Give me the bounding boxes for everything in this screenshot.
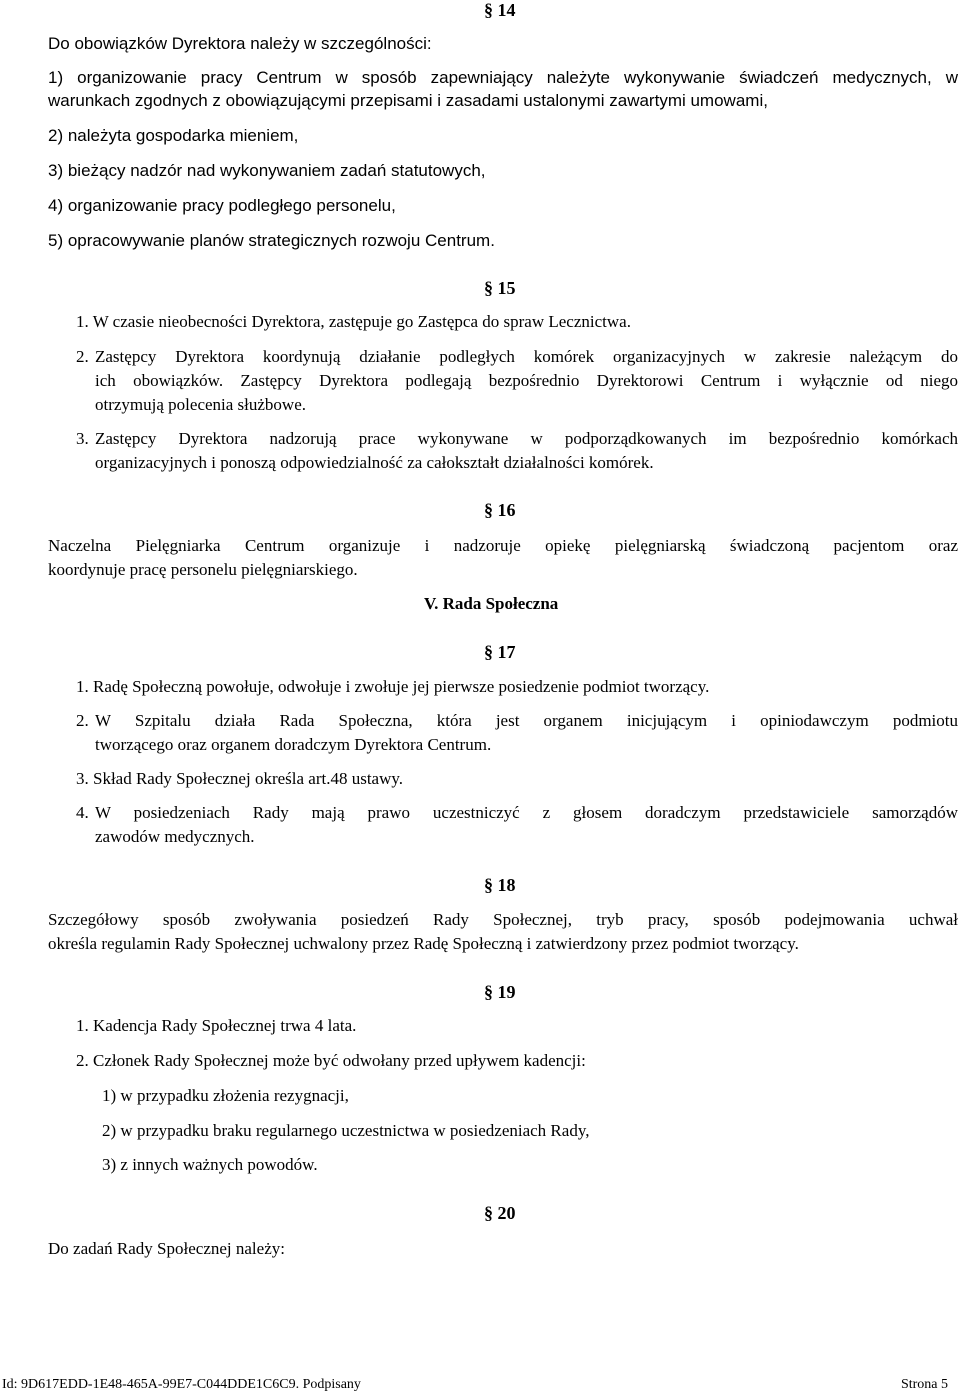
section-15-paragraph-2-end: otrzymują polecenia służbowe.: [95, 395, 307, 414]
section-15-paragraph-2-cont: ich obowiązków. Zastępcy Dyrektora podlegają bezpośrednio Dyrektorowi Centrum i wyłącznie od niego: [95, 371, 958, 390]
section-18-text-end: określa regulamin Rady Społecznej uchwalony przez Radę Społeczną i zatwierdzony przez podmiot tworzący.: [48, 934, 799, 953]
section-14-item-2: 2) należyta gospodarka mieniem,: [48, 126, 299, 145]
section-14-item-1-cont: warunkach zgodnych z obowiązującymi przepisami i zasadami ustalonymi zawartymi umowami,: [48, 91, 768, 110]
section-14-intro: Do obowiązków Dyrektora należy w szczególności:: [48, 34, 432, 53]
section-15-paragraph-3: Zastępcy Dyrektora nadzorują prace wykonywane w podporządkowanych im bezpośrednio komórkach: [95, 429, 958, 448]
section-18-heading: § 18: [484, 875, 516, 895]
section-17-heading: § 17: [484, 642, 516, 662]
section-14-item-3: 3) bieżący nadzór nad wykonywaniem zadań statutowych,: [48, 161, 486, 180]
footer-document-id: Id: 9D617EDD-1E48-465A-99E7-C044DDE1C6C9. Podpisany: [2, 1377, 361, 1392]
section-15-paragraph-2-number: 2.: [76, 347, 89, 366]
section-15-paragraph-3-number: 3.: [76, 429, 89, 448]
section-19-item-1: 1) w przypadku złożenia rezygnacji,: [102, 1086, 349, 1105]
section-15-paragraph-3-end: organizacyjnych i ponoszą odpowiedzialność za całokształt działalności komórek.: [95, 453, 654, 472]
section-16-text-end: koordynuje pracę personelu pielęgniarskiego.: [48, 560, 358, 579]
section-16-text: Naczelna Pielęgniarka Centrum organizuje i nadzoruje opiekę pielęgniarską świadczoną pacjentom oraz: [48, 536, 958, 555]
section-19-heading: § 19: [484, 982, 516, 1002]
section-20-heading: § 20: [484, 1203, 516, 1223]
section-20-intro: Do zadań Rady Społecznej należy:: [48, 1239, 285, 1258]
section-19-paragraph-1: 1. Kadencja Rady Społecznej trwa 4 lata.: [76, 1016, 357, 1035]
section-19-item-3: 3) z innych ważnych powodów.: [102, 1155, 318, 1174]
section-17-paragraph-4: W posiedzeniach Rady mają prawo uczestniczyć z głosem doradczym przedstawiciele samorządów: [95, 803, 958, 822]
section-15-paragraph-2: Zastępcy Dyrektora koordynują działanie podległych komórek organizacyjnych w zakresie należącym do: [95, 347, 958, 366]
section-17-paragraph-3: 3. Skład Rady Społecznej określa art.48 ustawy.: [76, 769, 404, 788]
section-15-paragraph-1: 1. W czasie nieobecności Dyrektora, zastępuje go Zastępca do spraw Lecznictwa.: [76, 312, 631, 331]
section-17-paragraph-4-number: 4.: [76, 803, 89, 822]
section-16-heading: § 16: [484, 500, 516, 520]
section-17-paragraph-2-number: 2.: [76, 711, 89, 730]
section-18-text: Szczegółowy sposób zwoływania posiedzeń Rady Społecznej, tryb pracy, sposób podejmowania uchwał: [48, 910, 958, 929]
section-17-paragraph-2: W Szpitalu działa Rada Społeczna, która jest organem inicjującym i opiniodawczym podmiotu: [95, 711, 958, 730]
section-14-item-5: 5) opracowywanie planów strategicznych rozwoju Centrum.: [48, 231, 495, 250]
section-15-heading: § 15: [484, 278, 516, 298]
section-17-paragraph-2-end: tworzącego oraz organem doradczym Dyrektora Centrum.: [95, 735, 492, 754]
footer-page-number: Strona 5: [900, 1377, 948, 1392]
section-17-paragraph-4-end: zawodów medycznych.: [95, 827, 255, 846]
section-14-heading: § 14: [484, 0, 516, 20]
section-14-item-1: 1) organizowanie pracy Centrum w sposób zapewniający należyte wykonywanie świadczeń medycznych, w: [48, 68, 958, 87]
chapter-heading: V. Rada Społeczna: [424, 594, 559, 613]
section-14-item-4: 4) organizowanie pracy podległego personelu,: [48, 196, 396, 215]
section-19-item-2: 2) w przypadku braku regularnego uczestnictwa w posiedzeniach Rady,: [102, 1121, 590, 1140]
section-19-paragraph-2: 2. Członek Rady Społecznej może być odwołany przed upływem kadencji:: [76, 1051, 586, 1070]
section-17-paragraph-1: 1. Radę Społeczną powołuje, odwołuje i zwołuje jej pierwsze posiedzenie podmiot tworzący.: [76, 677, 710, 696]
